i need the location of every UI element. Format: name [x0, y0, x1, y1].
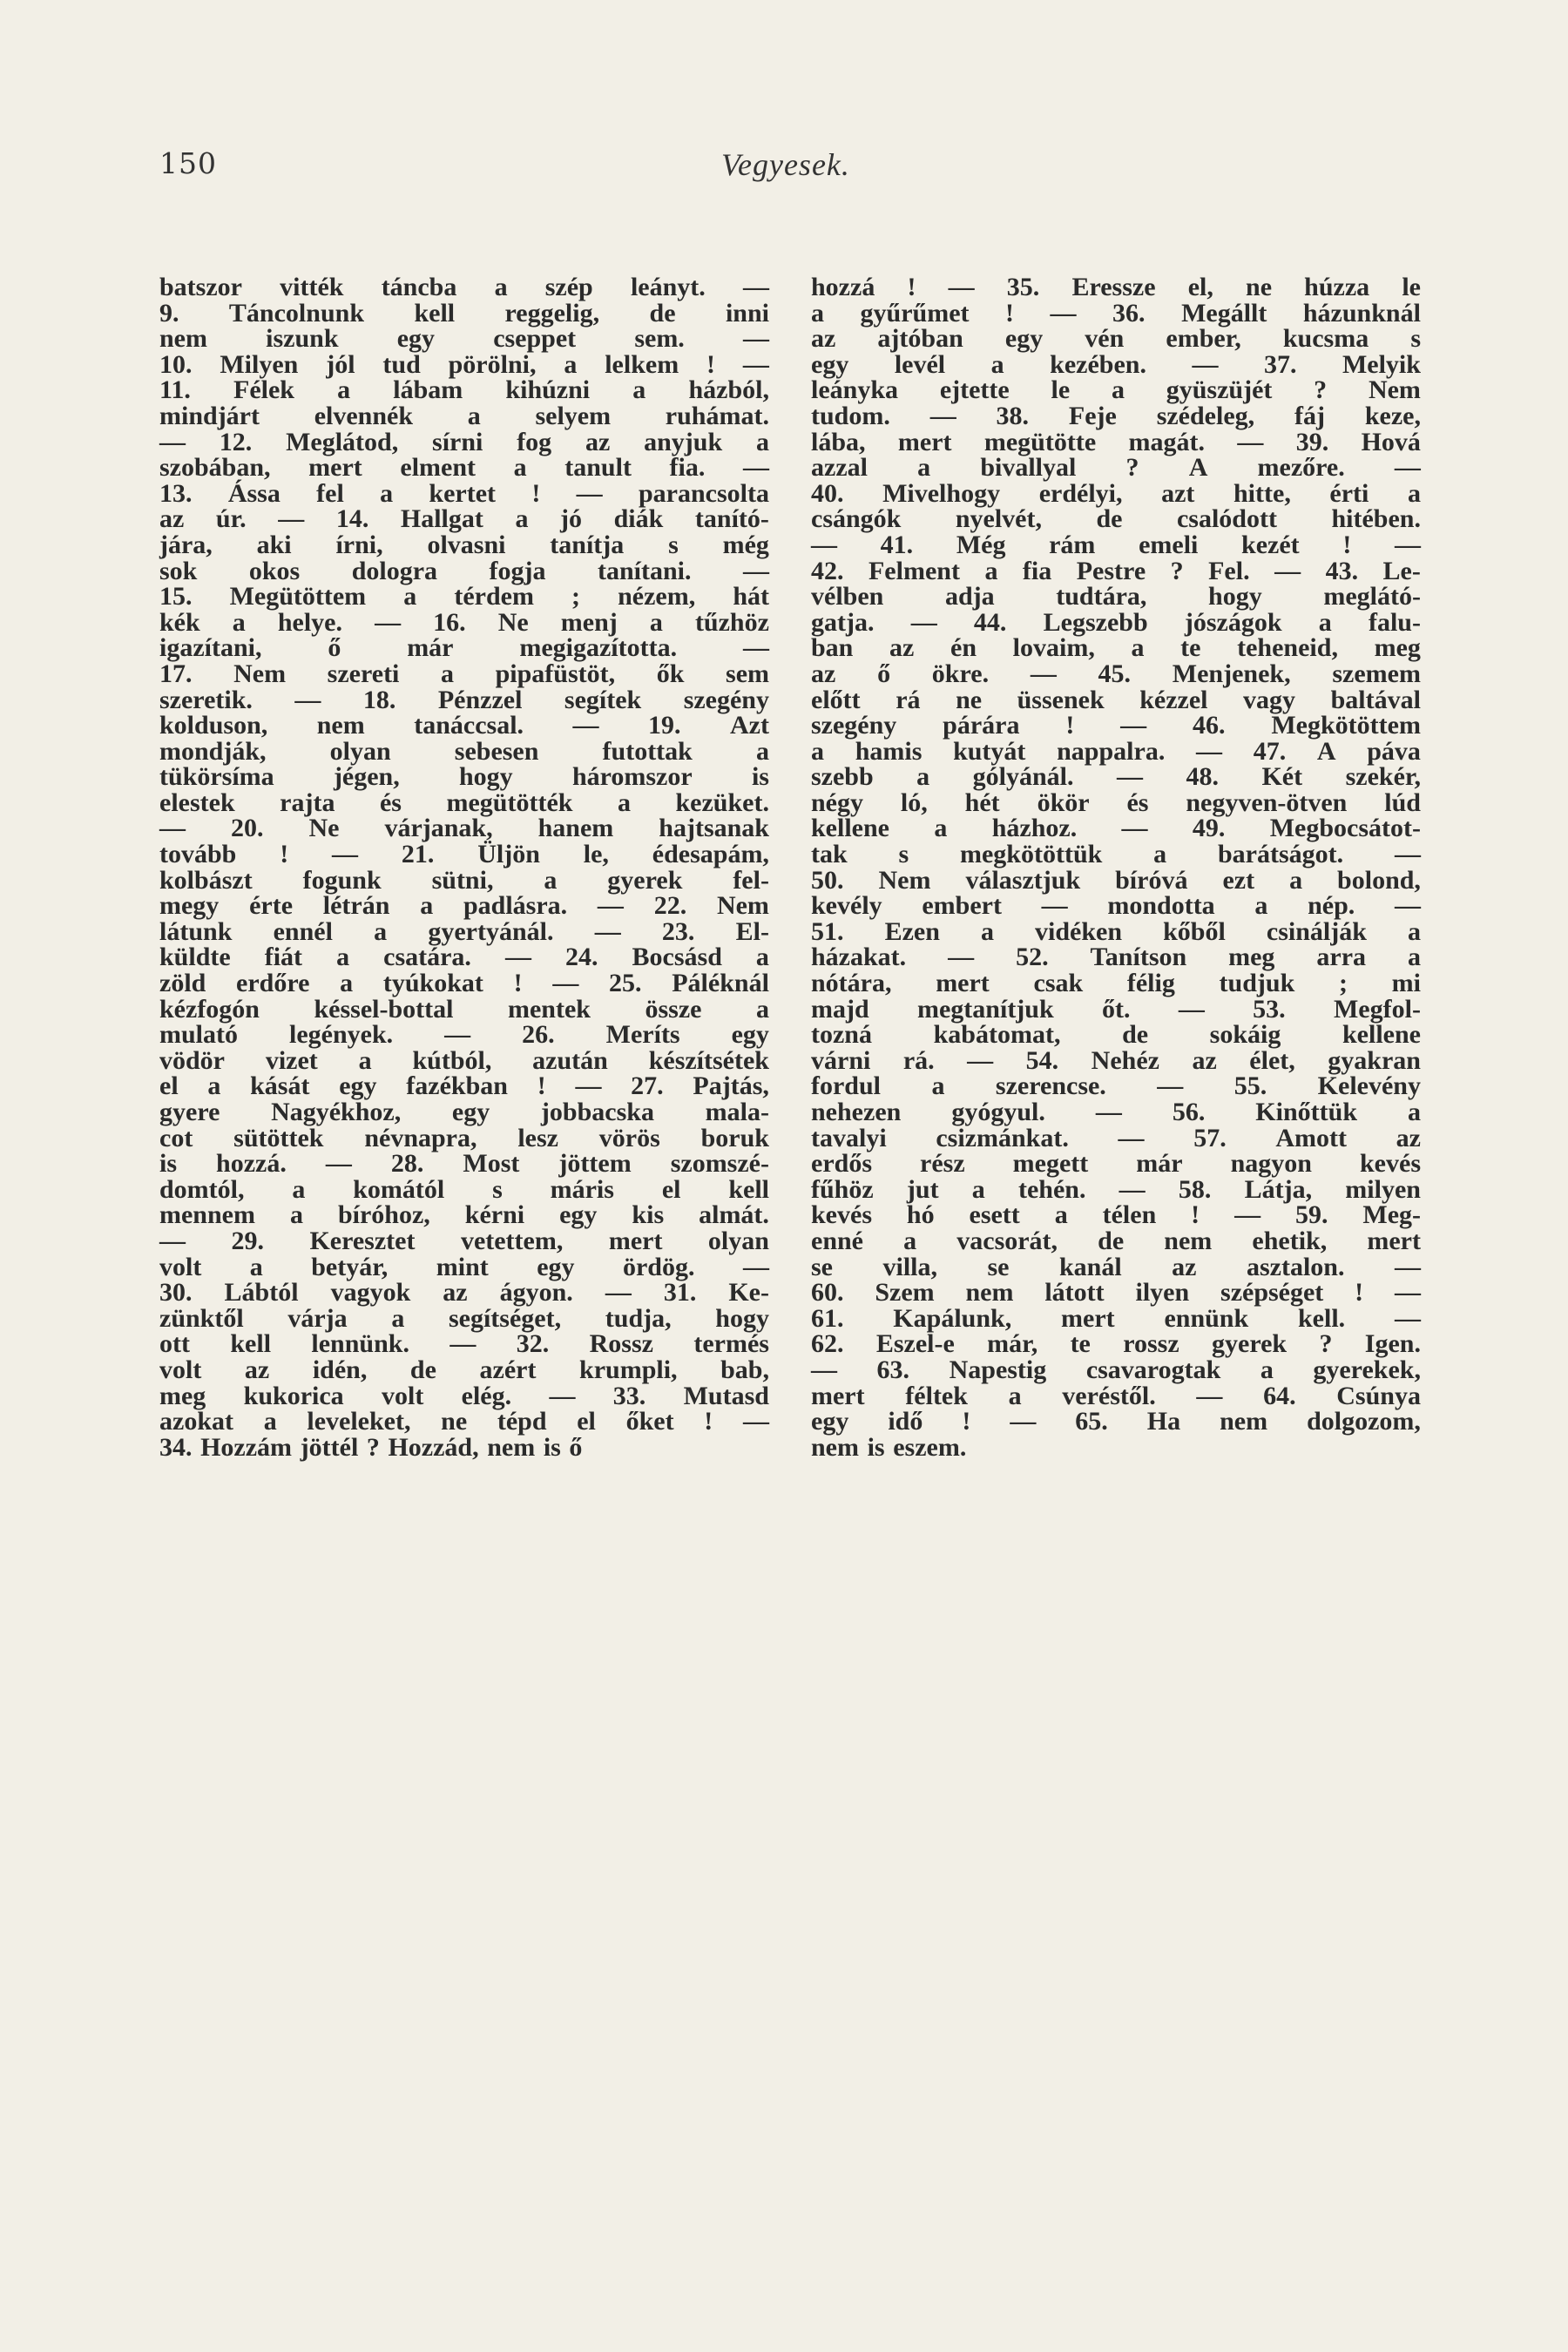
text-line: kellene a házhoz. — 49. Megbocsátot- [811, 814, 1421, 843]
text-line: sok okos dologra fogja tanítani. — [159, 556, 769, 585]
text-line: — 63. Napestig csavarogtak a gyerekek, [811, 1355, 1421, 1384]
text-line: 34. Hozzám jöttél ? Hozzád, nem is ő [159, 1432, 583, 1462]
text-line: vélben adja tudtára, hogy meglátó- [811, 582, 1421, 612]
left-column [159, 274, 769, 1460]
text-line: az ajtóban egy vén ember, kucsma s [811, 324, 1421, 354]
text-line: volt az idén, de azért krumpli, bab, [159, 1355, 769, 1384]
text-line: meg kukorica volt elég. — 33. Mutasd [159, 1381, 769, 1410]
text-line: nehezen gyógyul. — 56. Kinőttük a [811, 1098, 1421, 1126]
text-line: tak s megkötöttük a barátságot. — [811, 840, 1421, 869]
text-line: gyere Nagyékhoz, egy jobbacska mala- [159, 1098, 769, 1126]
text-line: egy idő ! — 65. Ha nem dolgozom, [811, 1407, 1421, 1436]
text-line: lába, mert megütötte magát. — 39. Hová [811, 427, 1421, 456]
text-line: zöld erdőre a tyúkokat ! — 25. Páléknál [159, 969, 769, 998]
text-line: 62. Eszel-e már, te rossz gyerek ? Igen. [811, 1329, 1421, 1359]
text-line: ban az én lovaim, a te teheneid, meg [811, 633, 1421, 663]
text-line: igazítani, ő már megigazította. — [159, 633, 769, 663]
text-line: látunk ennél a gyertyánál. — 23. El- [159, 916, 769, 946]
text-line: kevés hó esett a télen ! — 59. Meg- [811, 1200, 1421, 1230]
text-line: 42. Felment a fia Pestre ? Fel. — 43. Le- [811, 556, 1421, 585]
text-line: tovább ! — 21. Üljön le, édesapám, [159, 840, 769, 869]
text-line: zünktől várja a segítséget, tudja, hogy [159, 1303, 769, 1333]
text-line: vödör vizet a kútból, azután készítsétek [159, 1045, 769, 1075]
text-line: mulató legények. — 26. Meríts egy [159, 1020, 769, 1050]
text-line: enné a vacsorát, de nem ehetik, mert [811, 1226, 1421, 1255]
text-line: 10. Milyen jól tud pörölni, a lelkem ! — [159, 349, 769, 379]
text-line: kevély embert — mondotta a nép. — [811, 891, 1421, 921]
text-line: hozzá ! — 35. Eressze el, ne húzza le [811, 273, 1421, 301]
text-line: négy ló, hét ökör és negyven-ötven lúd [811, 787, 1421, 817]
text-line: csángók nyelvét, de csalódott hitében. [811, 504, 1421, 534]
text-line: el a kását egy fazékban ! — 27. Pajtás, [159, 1071, 769, 1101]
text-line: 51. Ezen a vidéken kőből csinálják a [811, 916, 1421, 946]
text-line: előtt rá ne üssenek kézzel vagy baltával [811, 685, 1421, 714]
text-line: kék a helye. — 16. Ne menj a tűzhöz [159, 607, 769, 637]
text-line: fűhöz jut a tehén. — 58. Látja, milyen [811, 1174, 1421, 1204]
text-line: az úr. — 14. Hallgat a jó diák tanító- [159, 504, 769, 534]
text-line: erdős rész megett már nagyon kevés [811, 1149, 1421, 1179]
running-head: Vegyesek. [721, 147, 850, 182]
text-line: azzal a bivallyal ? A mezőre. — [811, 453, 1421, 483]
text-line: fordul a szerencse. — 55. Kelevény [811, 1071, 1421, 1101]
text-line: várni rá. — 54. Nehéz az élet, gyakran [811, 1045, 1421, 1075]
text-line: tükörsíma jégen, hogy háromszor is [159, 762, 769, 792]
text-line: mennem a bíróhoz, kérni egy kis almát. [159, 1200, 769, 1230]
text-line: gatja. — 44. Legszebb jószágok a falu- [811, 607, 1421, 637]
text-line: 11. Félek a lábam kihúzni a házból, [159, 375, 769, 405]
text-line: az ő ökre. — 45. Menjenek, szemem [811, 659, 1421, 688]
text-line: mondják, olyan sebesen futottak a [159, 736, 769, 766]
right-column [811, 274, 1421, 1460]
text-line: 50. Nem választjuk bíróvá ezt a bolond, [811, 865, 1421, 895]
text-line: se villa, se kanál az asztalon. — [811, 1252, 1421, 1281]
text-line: kolbászt fogunk sütni, a gyerek fel- [159, 865, 769, 895]
page-number: 150 [159, 146, 217, 180]
text-line: is hozzá. — 28. Most jöttem szomszé- [159, 1149, 769, 1179]
text-line: 13. Ássa fel a kertet ! — parancsolta [159, 478, 769, 508]
text-line: mindjárt elvennék a selyem ruhámat. [159, 401, 769, 430]
text-line: volt a betyár, mint egy ördög. — [159, 1252, 769, 1281]
text-line: tozná kabátomat, de sokáig kellene [811, 1020, 1421, 1050]
text-line: — 29. Keresztet vetettem, mert olyan [159, 1226, 769, 1255]
text-line: nem is eszem. [811, 1432, 967, 1462]
text-line: majd megtanítjuk őt. — 53. Megfol- [811, 994, 1421, 1024]
text-line: leányka ejtette le a gyüszüjét ? Nem [811, 375, 1421, 405]
text-line: domtól, a komától s máris el kell [159, 1174, 769, 1204]
text-line: — 41. Még rám emeli kezét ! — [811, 530, 1421, 559]
text-line: jára, aki írni, olvasni tanítja s még [159, 530, 769, 559]
text-line: kolduson, nem tanáccsal. — 19. Azt [159, 711, 769, 740]
text-line: 30. Lábtól vagyok az ágyon. — 31. Ke- [159, 1278, 769, 1308]
text-line: — 20. Ne várjanak, hanem hajtsanak [159, 814, 769, 843]
text-line: batszor vitték táncba a szép leányt. — [159, 273, 769, 301]
text-line: szegény párára ! — 46. Megkötöttem [811, 711, 1421, 740]
page-header [159, 146, 856, 199]
text-line: szeretik. — 18. Pénzzel segítek szegény [159, 685, 769, 714]
text-line: a gyűrűmet ! — 36. Megállt házunknál [811, 298, 1421, 328]
text-line: szobában, mert elment a tanult fia. — [159, 453, 769, 483]
text-line: nem iszunk egy cseppet sem. — [159, 324, 769, 354]
text-line: elestek rajta és megütötték a kezüket. [159, 787, 769, 817]
text-line: cot sütöttek névnapra, lesz vörös boruk [159, 1123, 769, 1152]
text-line: tudom. — 38. Feje szédeleg, fáj keze, [811, 401, 1421, 430]
text-line: — 12. Meglátod, sírni fog az anyjuk a [159, 427, 769, 456]
text-line: 60. Szem nem látott ilyen szépséget ! — [811, 1278, 1421, 1308]
text-line: küldte fiát a csatára. — 24. Bocsásd a [159, 943, 769, 972]
text-line: tavalyi csizmánkat. — 57. Amott az [811, 1123, 1421, 1152]
text-line: 9. Táncolnunk kell reggelig, de inni [159, 298, 769, 328]
text-line: megy érte létrán a padlásra. — 22. Nem [159, 891, 769, 921]
text-line: 17. Nem szereti a pipafüstöt, ők sem [159, 659, 769, 688]
text-line: egy levél a kezében. — 37. Melyik [811, 349, 1421, 379]
text-line: szebb a gólyánál. — 48. Két szekér, [811, 762, 1421, 792]
text-line: házakat. — 52. Tanítson meg arra a [811, 943, 1421, 972]
text-line: 15. Megütöttem a térdem ; nézem, hát [159, 582, 769, 612]
text-line: a hamis kutyát nappalra. — 47. A páva [811, 736, 1421, 766]
text-line: ott kell lennünk. — 32. Rossz termés [159, 1329, 769, 1359]
text-line: mert féltek a veréstől. — 64. Csúnya [811, 1381, 1421, 1410]
text-line: kézfogón késsel-bottal mentek össze a [159, 994, 769, 1024]
text-line: 40. Mivelhogy erdélyi, azt hitte, érti a [811, 478, 1421, 508]
text-line: nótára, mert csak félig tudjuk ; mi [811, 969, 1421, 998]
text-line: azokat a leveleket, ne tépd el őket ! — [159, 1407, 769, 1436]
text-line: 61. Kapálunk, mert ennünk kell. — [811, 1303, 1421, 1333]
